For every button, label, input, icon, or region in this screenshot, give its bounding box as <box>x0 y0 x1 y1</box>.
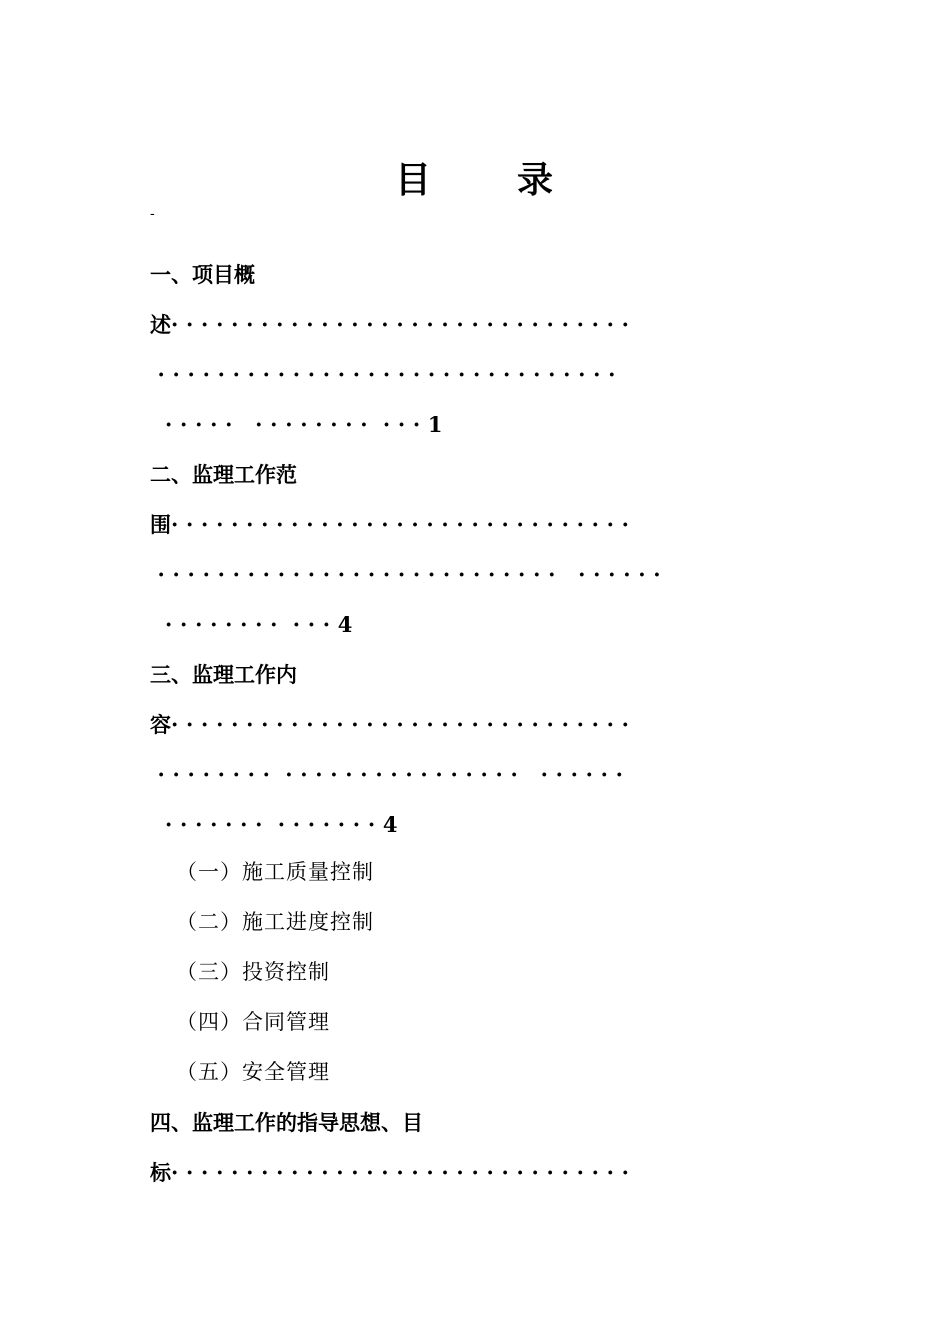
toc-leader: · · · · · · · · · · · · · · · · · · · · · · · · · · · · · · · <box>171 712 630 737</box>
toc-wrap-3 <box>150 714 629 736</box>
toc-heading-3: 三、监理工作内 <box>150 662 297 687</box>
toc-leader: · · · · · · · · · · · · · · · · · · · · · · · · · · · · · · · <box>171 1160 630 1185</box>
title-char-right: 录 <box>517 159 556 201</box>
toc-page-line-3: · · · · · · · · · · · · · · 4 <box>150 812 398 837</box>
toc-wrap-char: 围 <box>150 512 171 537</box>
page-title <box>0 152 950 203</box>
toc-subitem-3: （三）投资控制 <box>176 960 330 984</box>
toc-heading-2: 二、监理工作范 <box>150 462 297 487</box>
toc-heading-1: 一、项目概 <box>150 262 255 287</box>
stray-mark: - <box>150 206 155 222</box>
toc-wrap-char: 述 <box>150 312 171 337</box>
toc-wrap-4 <box>150 1162 629 1184</box>
toc-subitem-4: （四）合同管理 <box>176 1010 330 1034</box>
toc-wrap-2 <box>150 514 629 536</box>
toc-page-line-2: · · · · · · · · · · · 4 <box>150 612 353 637</box>
toc-wrap-char: 容 <box>150 712 171 737</box>
toc-subitem-2: （二）施工进度控制 <box>176 910 374 934</box>
toc-page-line-1: · · · · · · · · · · · · · · · · 1 <box>150 412 443 437</box>
toc-subitem-5: （五）安全管理 <box>176 1060 330 1084</box>
toc-leader: · · · · · · · · · · · · · · · · · · · · · · · · · · · · · · · <box>171 312 630 337</box>
toc-wrap-char: 标 <box>150 1160 171 1185</box>
toc-leader-line: · · · · · · · · · · · · · · · · · · · · · · · · · · · · · · <box>150 762 624 787</box>
toc-leader-line: · · · · · · · · · · · · · · · · · · · · · · · · · · · · · · · <box>150 362 616 387</box>
toc-leader-line: · · · · · · · · · · · · · · · · · · · · · · · · · · · · · · · · · <box>150 562 661 587</box>
toc-wrap-1 <box>150 314 629 336</box>
title-char-left: 目 <box>394 159 433 201</box>
toc-heading-4: 四、监理工作的指导思想、目 <box>150 1110 423 1135</box>
toc-subitem-1: （一）施工质量控制 <box>176 860 374 884</box>
toc-leader: · · · · · · · · · · · · · · · · · · · · · · · · · · · · · · · <box>171 512 630 537</box>
